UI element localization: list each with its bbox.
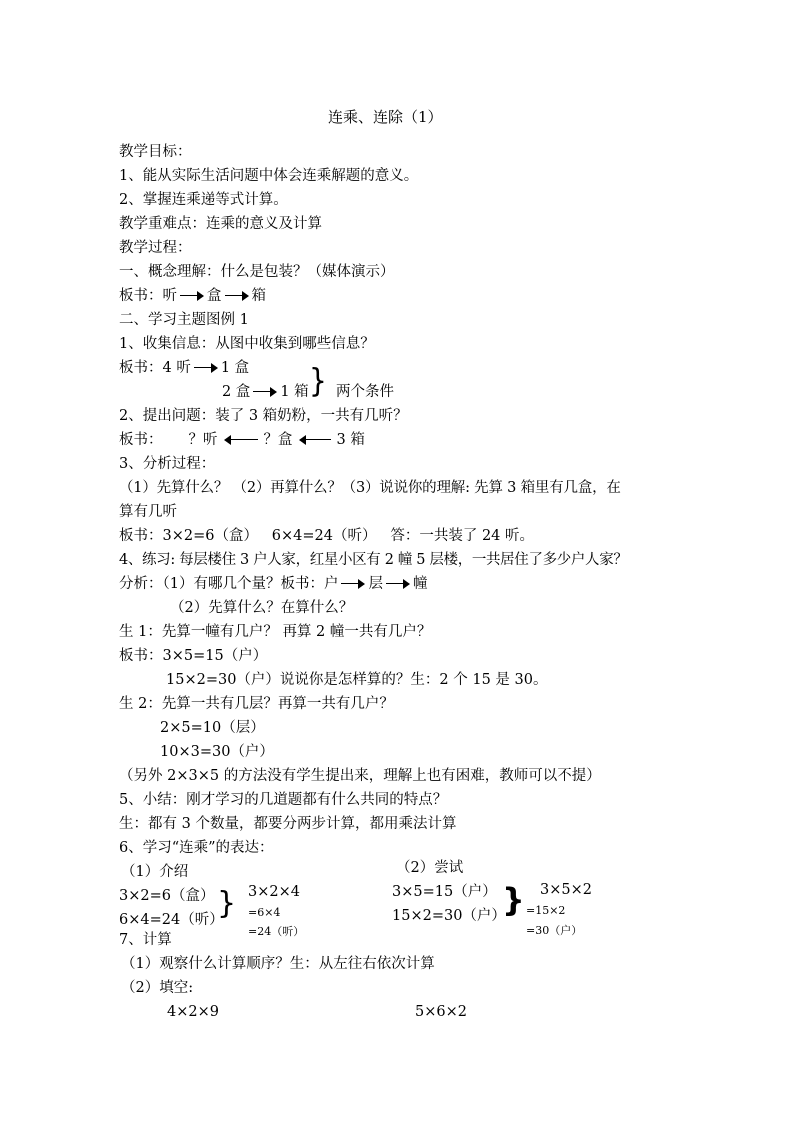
board-info-a-end: 1 盒 bbox=[220, 360, 250, 376]
exercise: 4、练习: 每层楼住 3 户人家，红星小区有 2 幢 5 层楼，一共居住了多少户人家？ bbox=[119, 552, 628, 568]
board-answer: 板书：3×2=6（盒） 6×4=24（听） 答：一共装了 24 听。 bbox=[119, 528, 534, 544]
board-packaging-end: 箱 bbox=[251, 288, 266, 304]
try-label: （2）尝试 bbox=[396, 860, 464, 876]
board-info-prefix: 板书：4 听 bbox=[119, 360, 191, 376]
calc-heading: 7、计算 bbox=[119, 932, 172, 948]
page-title: 连乘、连除（1） bbox=[328, 108, 443, 126]
process-heading: 教学过程： bbox=[119, 240, 192, 256]
board-packaging-prefix: 板书：听 bbox=[119, 288, 177, 304]
curly-brace-icon: } bbox=[502, 881, 525, 919]
goal-2: 2、掌握连乘递等式计算。 bbox=[119, 192, 288, 208]
try-line-1: 3×5=15（户） bbox=[392, 884, 497, 900]
right-arrow-icon bbox=[194, 363, 218, 373]
summary-answer: 生：都有 3 个数量，都要分两步计算，都用乘法计算 bbox=[119, 816, 457, 832]
board-info-a bbox=[119, 358, 249, 378]
student-2: 生 2：先算一共有几层？再算一共有几户？ bbox=[119, 696, 394, 712]
student-2-calc-1: 2×5=10（层） bbox=[160, 720, 265, 736]
intro-step-2: =24（听） bbox=[248, 925, 305, 938]
board-info-b-start: 2 盒 bbox=[222, 384, 251, 400]
student-1-board-1: 板书：3×5=15（户） bbox=[119, 648, 268, 664]
intro-expression: 3×2×4 bbox=[248, 884, 300, 900]
try-expression: 3×5×2 bbox=[540, 882, 592, 898]
board-info-b bbox=[222, 382, 309, 402]
board-info-b-end: 1 箱 bbox=[280, 384, 309, 400]
analyze-heading: 3、分析过程： bbox=[119, 456, 216, 472]
summary: 5、小结：刚才学习的几道题都有什么共同的特点？ bbox=[119, 792, 448, 808]
intro-line-1: 3×2=6（盒） bbox=[119, 888, 215, 904]
analyze-questions-1: （1）先算什么？ （2）再算什么？（3）说说你的理解: 先算 3 箱里有几盒，在 bbox=[119, 480, 621, 496]
section-2: 二、学习主题图例 1 bbox=[119, 312, 249, 328]
collect-info: 1、收集信息：从图中收集到哪些信息？ bbox=[119, 336, 375, 352]
board-reverse bbox=[119, 430, 365, 450]
student-1: 生 1：先算一幢有几户？ 再算 2 幢一共有几户？ bbox=[119, 624, 432, 640]
section-1: 一、概念理解：什么是包装？（媒体演示） bbox=[119, 264, 395, 280]
calc-question-1: （1）观察什么计算顺序？生：从左往右依次计算 bbox=[121, 956, 435, 972]
right-arrow-icon bbox=[180, 291, 204, 301]
try-step-1: =15×2 bbox=[526, 904, 566, 917]
question: 2、提出问题：装了 3 箱奶粉，一共有几听？ bbox=[119, 408, 408, 424]
exercise-analysis-end: 幢 bbox=[412, 576, 428, 592]
exercise-question-2: （2）先算什么？在算什么？ bbox=[170, 600, 354, 616]
right-arrow-icon bbox=[253, 387, 277, 397]
try-step-2: =30（户） bbox=[526, 924, 583, 937]
analyze-questions-2: 算有几听 bbox=[119, 504, 177, 520]
curly-brace-icon: } bbox=[309, 361, 327, 400]
curly-brace-icon: } bbox=[217, 886, 237, 921]
intro-step-1: =6×4 bbox=[248, 906, 281, 919]
board-reverse-prefix: 板书： bbox=[119, 432, 163, 448]
exercise-analysis-prefix: 分析：（1）有哪几个量？板书：户 bbox=[119, 576, 339, 592]
board-reverse-c: 3 箱 bbox=[336, 432, 365, 448]
goal-1: 1、能从实际生活问题中体会连乘解题的意义。 bbox=[119, 168, 419, 184]
board-packaging bbox=[119, 286, 266, 306]
student-1-board-2: 15×2=30（户）说说你是怎样算的？生：2 个 15 是 30。 bbox=[166, 672, 548, 688]
teacher-note: （另外 2×3×5 的方法没有学生提出来，理解上也有困难，教师可以不提） bbox=[119, 768, 601, 784]
board-packaging-mid: 盒 bbox=[207, 288, 222, 304]
exercise-analysis-mid: 层 bbox=[368, 576, 383, 592]
left-arrow-icon bbox=[224, 435, 258, 445]
fill-expression-2: 5×6×2 bbox=[415, 1004, 467, 1020]
right-arrow-icon bbox=[341, 579, 365, 589]
key-points: 教学重难点：连乘的意义及计算 bbox=[119, 216, 322, 232]
try-line-2: 15×2=30（户） bbox=[392, 908, 506, 924]
calc-question-2: （2）填空: bbox=[121, 980, 194, 996]
two-conditions-label: 两个条件 bbox=[336, 384, 394, 400]
right-arrow-icon bbox=[225, 291, 249, 301]
intro-label: （1）介绍 bbox=[121, 864, 189, 880]
board-reverse-b: ？盒 bbox=[263, 432, 293, 448]
goals-heading: 教学目标： bbox=[119, 144, 192, 160]
intro-line-2: 6×4=24（听） bbox=[119, 912, 224, 928]
left-arrow-icon bbox=[299, 435, 331, 445]
board-reverse-a: ？听 bbox=[188, 432, 218, 448]
fill-expression-1: 4×2×9 bbox=[167, 1004, 219, 1020]
learn-heading: 6、学习“连乘”的表达： bbox=[119, 840, 274, 856]
student-2-calc-2: 10×3=30（户） bbox=[160, 744, 274, 760]
right-arrow-icon bbox=[386, 579, 410, 589]
exercise-analysis bbox=[119, 574, 427, 594]
